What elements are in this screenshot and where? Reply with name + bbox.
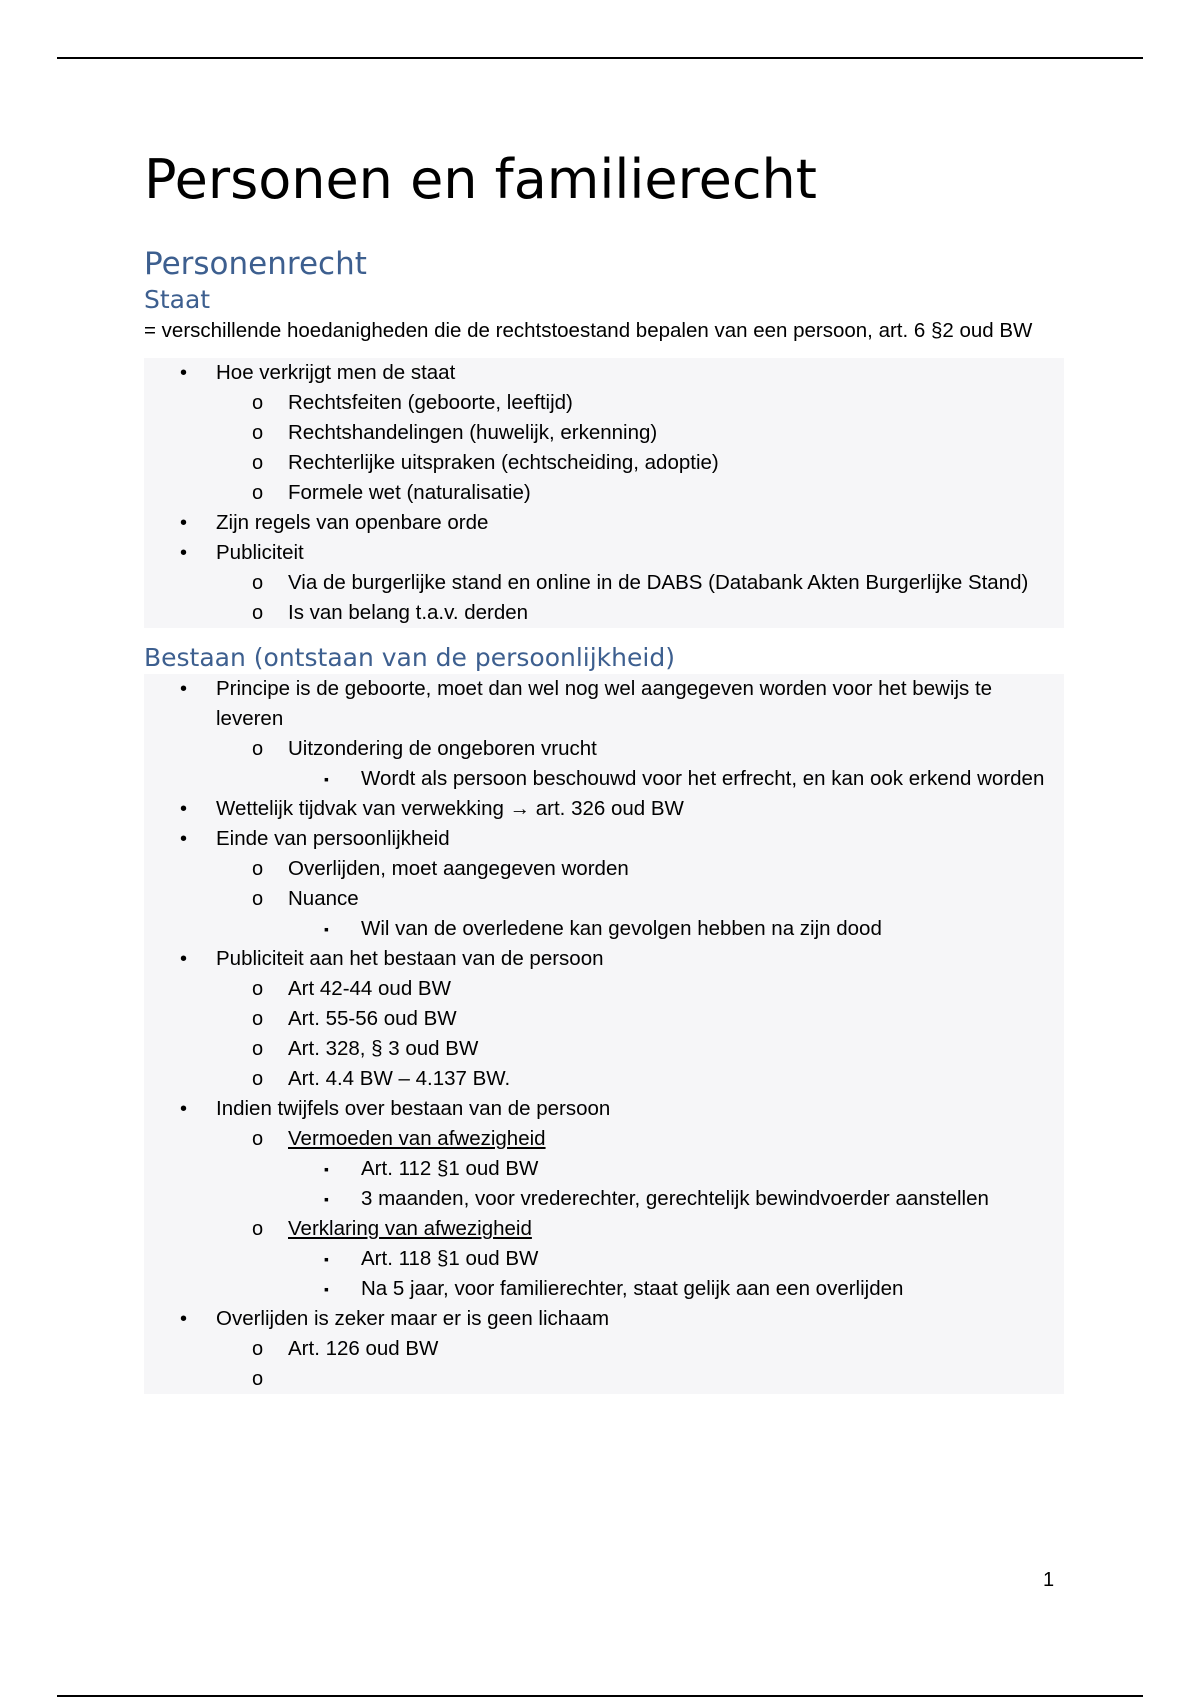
square-bullet-icon: ▪ (324, 1191, 329, 1207)
circle-bullet-icon: o (252, 1128, 264, 1150)
circle-bullet-icon: o (252, 858, 264, 880)
list-item: o Via de burgerlijke stand en online in de DABS (Databank Akten Burgerlijke Stand) (144, 568, 1064, 598)
list-item: • Indien twijfels over bestaan van de persoon (144, 1094, 1064, 1124)
document-title: Personen en familierecht (144, 148, 817, 211)
list-item: ▪ Art. 112 §1 oud BW (144, 1154, 1064, 1184)
list-item (144, 1364, 1064, 1394)
square-bullet-icon: ▪ (324, 1161, 329, 1177)
list-item: ▪ Na 5 jaar, voor familierechter, staat gelijk aan een overlijden (144, 1274, 1064, 1304)
circle-bullet-icon: o (252, 572, 264, 594)
list-item: ▪ Wil van de overledene kan gevolgen hebben na zijn dood (144, 914, 1064, 944)
bullet-icon: • (180, 1308, 188, 1330)
list-item: ▪ Wordt als persoon beschouwd voor het erfrecht, en kan ook erkend worden (144, 764, 1064, 794)
list-item: ▪ Art. 118 §1 oud BW (144, 1244, 1064, 1274)
page-number: 1 (1043, 1569, 1055, 1591)
list-item: o Vermoeden van afwezigheid (144, 1124, 1064, 1154)
circle-bullet-icon: o (252, 1038, 264, 1060)
list-item: o Is van belang t.a.v. derden (144, 598, 1064, 628)
list-item: o Rechterlijke uitspraken (echtscheiding, adoptie) (144, 448, 1064, 478)
square-bullet-icon: ▪ (324, 1251, 329, 1267)
circle-bullet-icon: o (252, 738, 264, 760)
square-bullet-icon: ▪ (324, 771, 329, 787)
list-item: o Art. 328, § 3 oud BW (144, 1034, 1064, 1064)
bullet-icon: • (180, 512, 188, 534)
circle-bullet-icon: o (252, 1338, 264, 1360)
list-item: • Principe is de geboorte, moet dan wel nog wel aangegeven worden voor het bewijs te leveren (144, 674, 1064, 734)
header-rule (57, 57, 1143, 59)
bullet-icon: • (180, 678, 188, 700)
staat-definition: = verschillende hoedanigheden die de rechtstoestand bepalen van een persoon, art. 6 §2 oud BW (144, 319, 1033, 342)
list-item: • Publiciteit (144, 538, 1064, 568)
footer-rule (57, 1695, 1143, 1697)
list-item: o Rechtsfeiten (geboorte, leeftijd) (144, 388, 1064, 418)
bullet-icon: • (180, 828, 188, 850)
square-bullet-icon: ▪ (324, 921, 329, 937)
list-item: o Rechtshandelingen (huwelijk, erkenning) (144, 418, 1064, 448)
bullet-icon: • (180, 1098, 188, 1120)
circle-bullet-icon: o (252, 1068, 264, 1090)
circle-bullet-icon: o (252, 392, 264, 414)
list-item: o Art 42-44 oud BW (144, 974, 1064, 1004)
list-item: o Verklaring van afwezigheid (144, 1214, 1064, 1244)
staat-list (144, 358, 1064, 628)
bullet-icon: • (180, 362, 188, 384)
heading-bestaan: Bestaan (ontstaan van de persoonlijkheid) (144, 643, 675, 672)
list-item: ▪ 3 maanden, voor vrederechter, gerechtelijk bewindvoerder aanstellen (144, 1184, 1064, 1214)
bullet-icon: • (180, 948, 188, 970)
bestaan-list (144, 674, 1064, 1394)
square-bullet-icon: ▪ (324, 1281, 329, 1297)
list-item: • Zijn regels van openbare orde (144, 508, 1064, 538)
list-item: • Wettelijk tijdvak van verwekking → art. 326 oud BW (144, 794, 1064, 824)
list-item: • Hoe verkrijgt men de staat (144, 358, 1064, 388)
circle-bullet-icon: o (252, 1368, 264, 1390)
circle-bullet-icon: o (252, 452, 264, 474)
circle-bullet-icon: o (252, 602, 264, 624)
list-item: o Formele wet (naturalisatie) (144, 478, 1064, 508)
list-item: • Publiciteit aan het bestaan van de persoon (144, 944, 1064, 974)
document-body (144, 130, 1064, 1394)
heading-personenrecht: Personenrecht (144, 246, 367, 282)
circle-bullet-icon: o (252, 978, 264, 1000)
list-item: o Overlijden, moet aangegeven worden (144, 854, 1064, 884)
list-item: o Nuance (144, 884, 1064, 914)
circle-bullet-icon: o (252, 1218, 264, 1240)
bullet-icon: • (180, 542, 188, 564)
bullet-icon: • (180, 798, 188, 820)
circle-bullet-icon: o (252, 482, 264, 504)
list-item: o Art. 55-56 oud BW (144, 1004, 1064, 1034)
list-item: o Art. 4.4 BW – 4.137 BW. (144, 1064, 1064, 1094)
heading-staat: Staat (144, 285, 211, 314)
list-item: • Einde van persoonlijkheid (144, 824, 1064, 854)
list-item: o Uitzondering de ongeboren vrucht (144, 734, 1064, 764)
circle-bullet-icon: o (252, 888, 264, 910)
list-item: • Overlijden is zeker maar er is geen lichaam (144, 1304, 1064, 1334)
circle-bullet-icon: o (252, 422, 264, 444)
list-item: o Art. 126 oud BW (144, 1334, 1064, 1364)
circle-bullet-icon: o (252, 1008, 264, 1030)
